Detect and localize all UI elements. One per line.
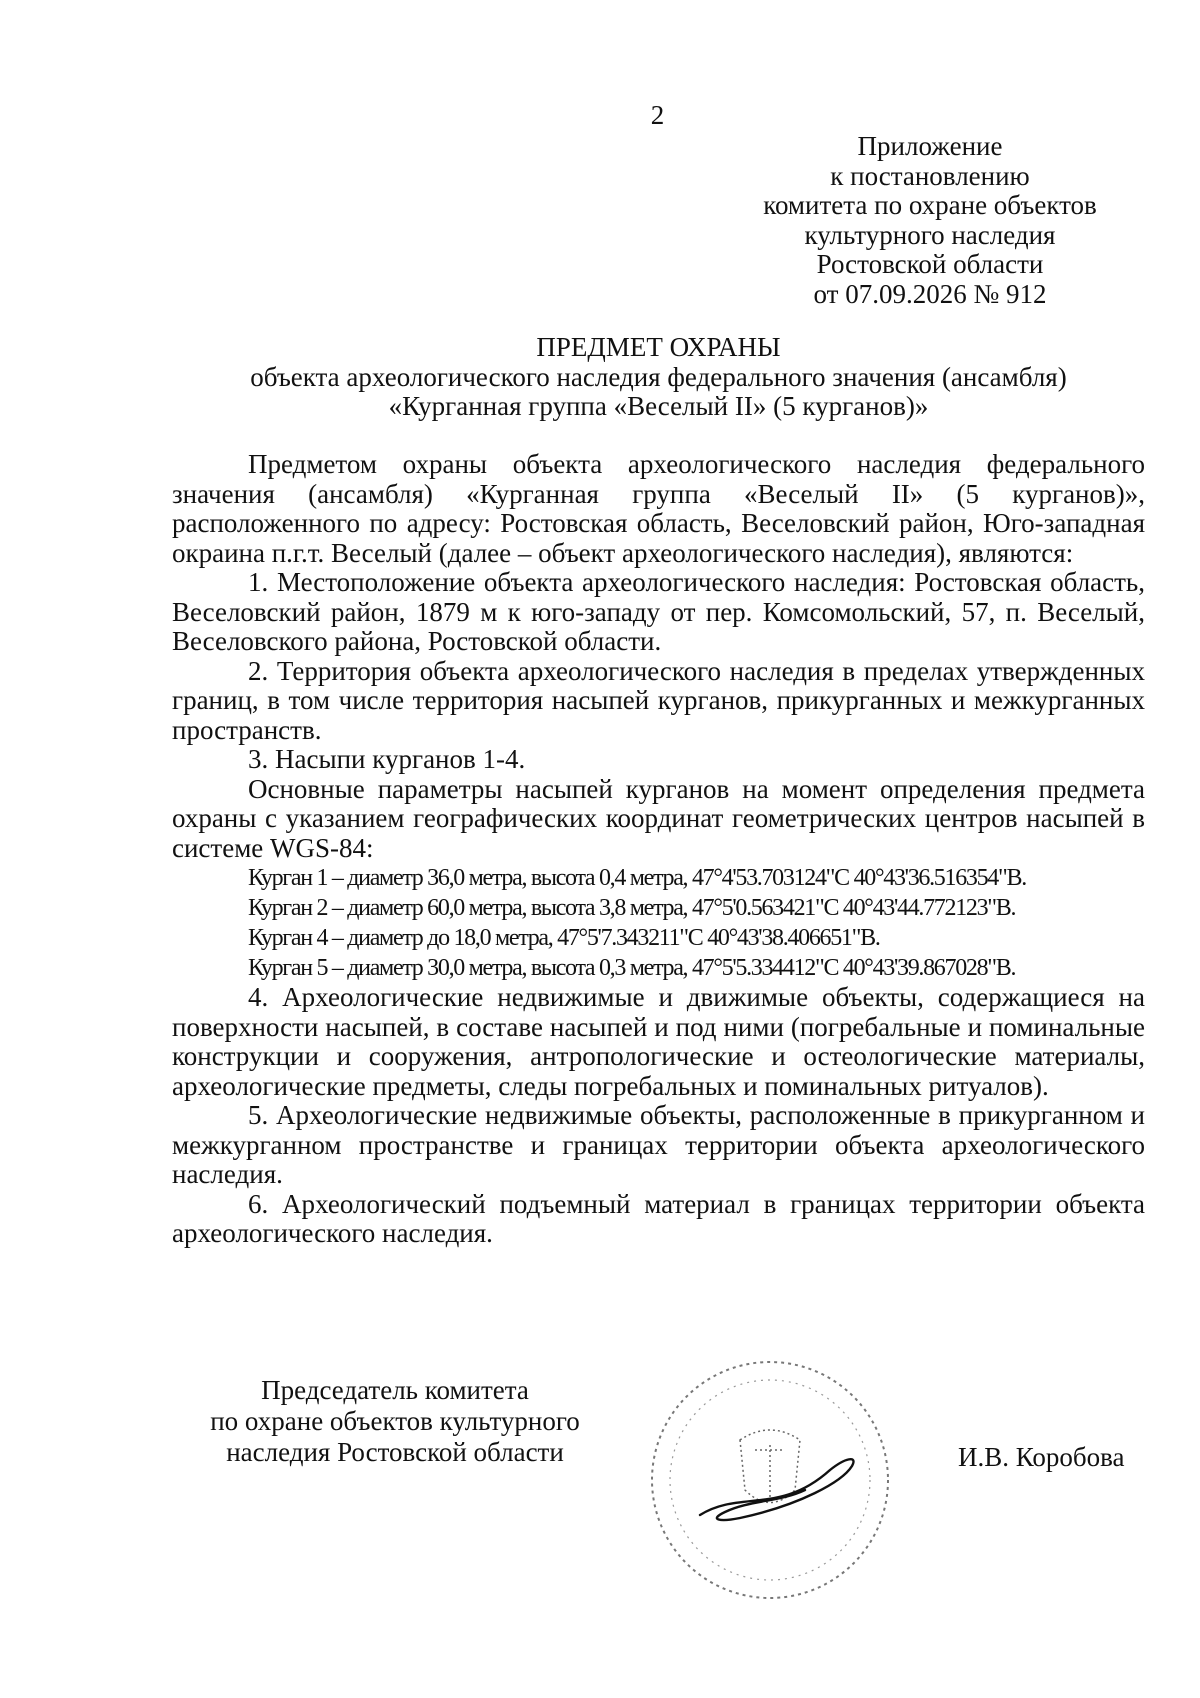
paragraph-item-3: 3. Насыпи курганов 1-4. — [248, 744, 526, 774]
title-object-name: «Курганная группа «Веселый II» (5 курганов)» — [388, 391, 929, 421]
kurgan-line: Курган 4 – диаметр до 18,0 метра, 47°5'7.343211"С 40°43'38.406651"В. — [248, 925, 880, 951]
kurgan-line: Курган 5 – диаметр 30,0 метра, высота 0,3 метра, 47°5'5.334412"С 40°43'39.867028"В. — [248, 955, 1016, 981]
appendix-line: Ростовской области — [816, 249, 1044, 279]
paragraph-item-2: 2. Территория объекта археологического наследия в пределах утвержденных границ, в том числе территория насыпей курганов, прикурганных и межкурганных пространств. — [172, 655, 1145, 745]
signatory-position-line: по охране объектов культурного — [210, 1406, 580, 1436]
title-heading: ПРЕДМЕТ ОХРАНЫ — [536, 332, 781, 362]
appendix-line: комитета по охране объектов — [763, 190, 1097, 220]
signatory-name: И.В. Коробова — [958, 1442, 1125, 1472]
page-number: 2 — [650, 100, 665, 130]
paragraph-item-6: 6. Археологический подъемный материал в границах территории объекта археологического наследия. — [172, 1188, 1145, 1248]
seal-emblem — [740, 1430, 800, 1503]
kurgan-line: Курган 2 – диаметр 60,0 метра, высота 3,8 метра, 47°5'0.563421"С 40°43'44.772123"В. — [248, 895, 1016, 921]
paragraph-intro: Предметом охраны объекта археологического наследия федерального значения (ансамбля) «Курганная группа «Веселый II» (5 курганов)», расположенного по адресу: Ростовская область, Веселовский район, Юго-западная окраина п.г.т. Веселый (далее – объект археологического наследия), являются: — [172, 449, 1145, 568]
appendix-line: Приложение — [857, 131, 1003, 161]
appendix-line: культурного наследия — [804, 219, 1056, 250]
signatory-position — [180, 1375, 610, 1468]
paragraph-params: Основные параметры насыпей курганов на момент определения предмета охраны с указанием географических координат геометрических центров насыпей в системе WGS-84: — [172, 773, 1145, 863]
paragraph-item-1: 1. Местоположение объекта археологического наследия: Ростовская область, Веселовский район, 1879 м к юго-западу от пер. Комсомольский, 57, п. Веселый, Веселовского района, Ростовской области. — [172, 567, 1145, 656]
signatory-position-line: наследия Ростовской области — [226, 1437, 564, 1467]
signatory-position-line: Председатель комитета — [261, 1375, 529, 1405]
signature-stroke — [700, 1459, 853, 1520]
appendix-header — [740, 132, 1120, 309]
appendix-line: от 07.09.2026 № 912 — [813, 278, 1047, 309]
paragraph-item-5: 5. Археологические недвижимые объекты, расположенные в прикурганном и межкурганном пространстве и границах территории объекта археологического наследия. — [172, 1100, 1145, 1189]
kurgan-line: Курган 1 – диаметр 36,0 метра, высота 0,4 метра, 47°4'53.703124"С 40°43'36.516354"В. — [248, 865, 1026, 891]
appendix-line: к постановлению — [830, 160, 1030, 191]
document-body — [172, 450, 1145, 1249]
paragraph-item-4: 4. Археологические недвижимые и движимые объекты, содержащиеся на поверхности насыпей, в составе насыпей и под ними (погребальные и поминальные конструкции и сооружения, антропологические и остеологические материалы, археологические предметы, следы погребальных и поминальных ритуалов). — [172, 982, 1145, 1101]
document-title — [172, 333, 1145, 422]
title-subtitle: объекта археологического наследия федерального значения (ансамбля) — [250, 361, 1067, 392]
official-seal-with-signature — [630, 1340, 910, 1620]
